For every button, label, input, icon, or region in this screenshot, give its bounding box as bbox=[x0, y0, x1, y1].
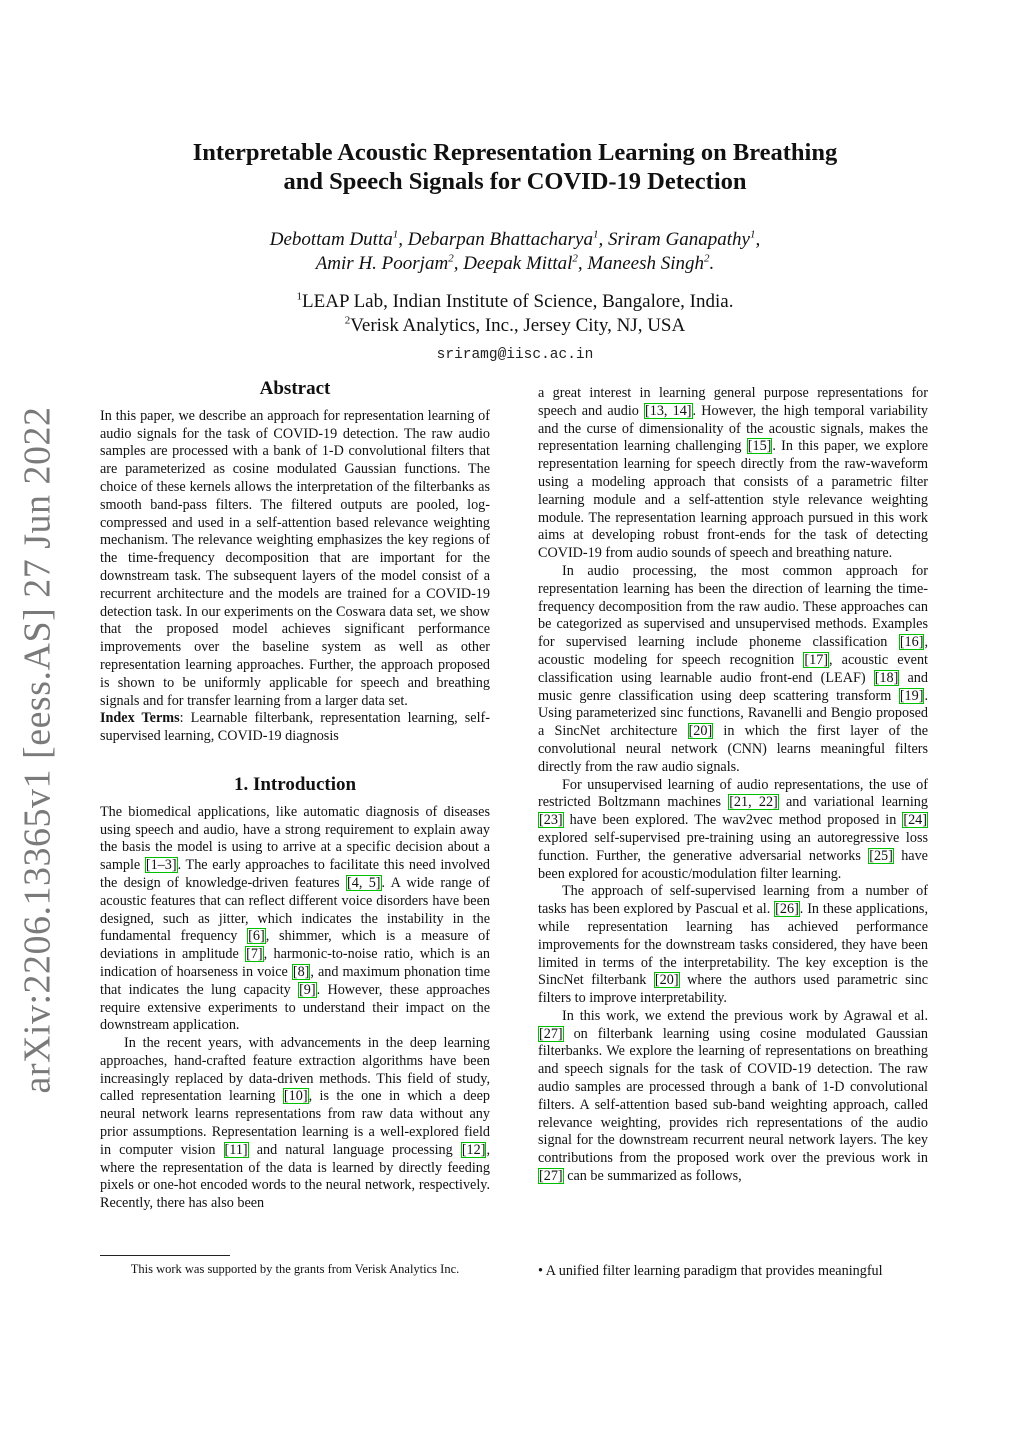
citation-link[interactable]: [24] bbox=[903, 812, 927, 829]
title-line-1: Interpretable Acoustic Representation Learning on Breathing bbox=[192, 139, 838, 166]
citation-link[interactable]: [13, 14] bbox=[645, 402, 692, 419]
citation-link[interactable]: [20] bbox=[654, 972, 679, 989]
paper-title bbox=[100, 138, 930, 196]
right-paragraph-5: In this work, we extend the previous work by Agrawal et al. [27] on filterbank learning using cosine modulated Gaussian filterbanks. We explore the learning of representations on breathing and speech signals for the task of COVID-19 detection. The raw audio samples are processed through a bank of 1-D convolutional filters. A self-attention based sub-band weighting approach, called relevance weighting, provides rich representations of the audio signal for the downstream recurrent neural network layers. The key contributions from the proposed work over the previous work in [27] can be summarized as follows, bbox=[538, 1007, 928, 1185]
citation-link[interactable]: [1–3] bbox=[145, 857, 177, 874]
citation-link[interactable]: [26] bbox=[775, 901, 799, 918]
citation-link[interactable]: [6] bbox=[248, 928, 265, 945]
author-affiliation-mark: 2 bbox=[572, 252, 578, 265]
citation-link[interactable]: [25] bbox=[869, 847, 893, 864]
citation-link[interactable]: [27] bbox=[539, 1025, 563, 1042]
intro-paragraph-1: The biomedical applications, like automatic diagnosis of diseases using speech and audio, have a strong requirement to explain away the basis the model is using to arrive at a specific decision about a sample [1–3]. The early approaches to facilitate this need involved the design of knowledge-driven features [4, 5]. A wide range of acoustic features that can reflect different voice disorders have been designed, such as jitter, which indicates the instability in the fundamental frequency [6], shimmer, which is a measure of deviations in amplitude [7], harmonic-to-noise ratio, which is an indication of hoarseness in voice [8], and maximum phonation time that indicates the lung capacity [9]. However, these approaches require extensive experiments to understand their impact on the downstream application. bbox=[100, 803, 491, 1034]
introduction-heading: 1. Introduction bbox=[233, 773, 357, 795]
citation-link[interactable]: [21, 22] bbox=[729, 794, 778, 811]
citation-link[interactable]: [4, 5] bbox=[347, 874, 381, 891]
right-column bbox=[538, 385, 928, 1186]
author-affiliation-mark: 1 bbox=[592, 228, 599, 241]
citation-link[interactable]: [27] bbox=[539, 1168, 563, 1185]
index-terms-label: Index Terms bbox=[100, 710, 180, 727]
author-name: Sriram Ganapathy bbox=[607, 229, 750, 250]
author-name: Maneesh Singh bbox=[587, 253, 705, 274]
affiliation-line: $^1$LEAP Lab, Indian Institute of Science, Bangalore, India. bbox=[296, 290, 734, 312]
title-line-2: and Speech Signals for COVID-19 Detection bbox=[283, 168, 747, 195]
authors-line-1: Debottam Dutta$^1$, Debarpan Bhattacharya$^1$, Sriram Ganapathy$^1$, bbox=[269, 228, 761, 250]
paper-header bbox=[100, 138, 930, 363]
affiliation-mark: 2 bbox=[344, 314, 351, 327]
citation-link[interactable]: [17] bbox=[804, 651, 829, 668]
arxiv-identifier: arXiv:2206.13365v1 [eess.AS] 27 Jun 2022 bbox=[17, 406, 59, 1094]
citation-link[interactable]: [20] bbox=[688, 723, 713, 740]
abstract-heading: Abstract bbox=[259, 378, 331, 399]
citation-link[interactable]: [8] bbox=[292, 963, 310, 980]
arxiv-sidebar bbox=[8, 406, 68, 1094]
author-affiliation-mark: 2 bbox=[448, 252, 454, 265]
citation-link[interactable]: [12] bbox=[461, 1141, 486, 1158]
right-paragraph-3: For unsupervised learning of audio representations, the use of restricted Boltzmann machines [21, 22] and variational learning [23] have been explored. The wav2vec method proposed in [24] explored self-supervised pre-training using an autoregressive loss function. Further, the generative adversarial networks [25] have been explored for acoustic/modulation filter learning. bbox=[538, 776, 928, 882]
right-paragraph-4: The approach of self-supervised learning from a number of tasks has been explored by Pascual et al. [26]. In these applications, while representation learning has achieved performance improvements for the downstream tasks considered, they have been limited in terms of the interpretability. The key exception is the SincNet filterbank [20] where the authors used parametric sinc filters to improve interpretability. bbox=[538, 883, 928, 1007]
affiliations bbox=[100, 290, 930, 338]
citation-link[interactable]: [23] bbox=[539, 812, 563, 829]
right-paragraph-2: In audio processing, the most common approach for representation learning has been the direction of learning the time-frequency decomposition from the raw audio. These approaches can be categorized as supervised and unsupervised methods. Examples for supervised learning include phoneme classification [16], acoustic modeling for speech recognition [17], acoustic event classification using learnable audio front-end (LEAF) [18] and music genre classification using deep scattering transform [19]. Using parameterized sinc functions, Ravanelli and Bengio proposed a SincNet architecture [20] in which the first layer of the convolutional neural network (CNN) learns meaningful filters directly from the raw audio signals. bbox=[538, 562, 929, 775]
citation-link[interactable]: [11] bbox=[224, 1141, 248, 1158]
author-name: Debarpan Bhattacharya bbox=[407, 229, 593, 250]
author-name: Debottam Dutta bbox=[269, 229, 393, 250]
citation-link[interactable]: [19] bbox=[899, 687, 924, 704]
author-name: Deepak Mittal bbox=[463, 253, 573, 274]
author-name: Amir H. Poorjam bbox=[315, 253, 449, 274]
citation-link[interactable]: [18] bbox=[874, 669, 899, 686]
authors-line-2: Amir H. Poorjam$^2$, Deepak Mittal$^2$, Maneesh Singh$^2$. bbox=[315, 252, 715, 274]
index-terms-text: : Learnable filterbank, representation learning, self-supervised learning, COVID-19 diagnosis bbox=[100, 710, 490, 745]
abstract-text: In this paper, we describe an approach for representation learning of audio signals for the task of COVID-19 detection. The raw audio samples are processed with a bank of 1-D convolutional filters that are parameterized as cosine modulated Gaussian functions. The choice of these kernels allows the interpretation of the filterbanks as smooth band-pass filters. The filtered outputs are pooled, log-compressed and used in a self-attention based relevance weighting mechanism. The relevance weighting emphasizes the key regions of the time-frequency decomposition that are important for the downstream task. The subsequent layers of the model consist of a recurrent architecture and the models are trained for a COVID-19 detection task. In our experiments on the Coswara data set, we show that the proposed model achieves significant performance improvements over the baseline system as well as other representation learning approaches. Further, the approach proposed is shown to be uniformly applicable for speech and breathing signals and for transfer learning from a larger data set. bbox=[100, 407, 490, 709]
citation-link[interactable]: [9] bbox=[299, 981, 316, 998]
citation-link[interactable]: [10] bbox=[283, 1088, 308, 1105]
index-terms bbox=[100, 710, 490, 746]
left-column bbox=[100, 380, 490, 1213]
contribution-bullet: • A unified filter learning paradigm that provides meaningful bbox=[538, 1263, 883, 1279]
affiliation-mark: 1 bbox=[296, 290, 303, 303]
footnote: This work was supported by the grants from Verisk Analytics Inc. bbox=[130, 1262, 460, 1276]
right-paragraph-1: a great interest in learning general purpose representations for speech and audio [13, 14]. However, the high temporal variability and the curse of dimensionality of the acoustic signals, makes the representation learning challenging [15]. In this paper, we explore representation learning for speech directly from the raw-waveform using a modeling approach that consists of a parametric filter learning module and a self-attention style relevance weighting module. The representation learning approach pursued in this work aims at developing robust front-ends for the task of detecting COVID-19 from audio sounds of speech and breathing nature. bbox=[538, 385, 929, 562]
author-affiliation-mark: 1 bbox=[749, 228, 756, 241]
author-affiliation-mark: 1 bbox=[392, 228, 399, 241]
citation-link[interactable]: [7] bbox=[246, 946, 263, 963]
author-affiliation-mark: 2 bbox=[704, 252, 710, 265]
author-list bbox=[100, 228, 930, 276]
citation-link[interactable]: [15] bbox=[747, 438, 772, 455]
affiliation-line: $^2$Verisk Analytics, Inc., Jersey City, NJ, USA bbox=[344, 314, 686, 336]
citation-link[interactable]: [16] bbox=[899, 634, 924, 651]
footnote-rule bbox=[100, 1255, 230, 1256]
contact-email: sriramg@iisc.ac.in bbox=[436, 347, 594, 363]
intro-paragraph-2: In the recent years, with advancements in the deep learning approaches, hand-crafted feature extraction algorithms have been increasingly replaced by data-driven methods. This field of study, called representation learning [10], is the one in which a deep neural network learns representations from raw data without any prior assumptions. Representation learning is a well-explored field in computer vision [11] and natural language processing [12], where the representation of the data is learned by directly feeding pixels or one-hot encoded words to the neural network, respectively. Recently, there has also been bbox=[100, 1035, 490, 1212]
